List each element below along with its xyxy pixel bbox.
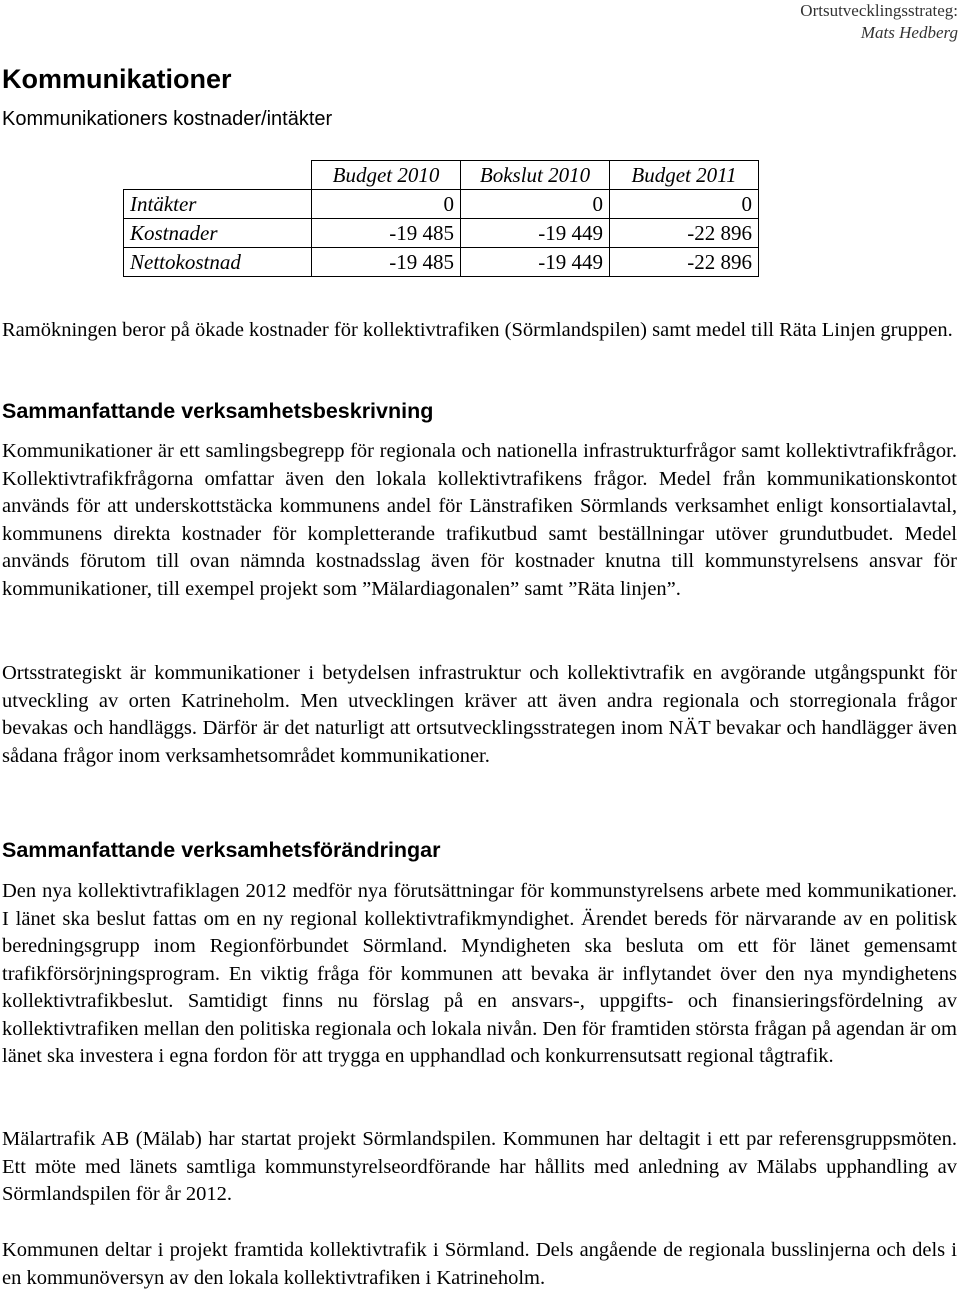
table-row xyxy=(124,248,759,277)
table-cell: -19 449 xyxy=(461,248,610,277)
table-cell: -19 449 xyxy=(461,219,610,248)
table-cell: -19 485 xyxy=(312,219,461,248)
table-cell: -22 896 xyxy=(610,219,759,248)
page-header xyxy=(800,0,958,44)
table-cell: -19 485 xyxy=(312,248,461,277)
row-label: Intäkter xyxy=(124,190,312,219)
column-header: Bokslut 2010 xyxy=(461,161,610,190)
table-cell: 0 xyxy=(312,190,461,219)
description-paragraph: Kommunikationer är ett samlingsbegrepp för regionala och nationella infrastrukturfrågor samt kollektivtrafikfrågor. Kollektivtrafikfrågorna omfattar även den lokala kollektivtrafikens frågor. Medel från kommunikationskontot används för att underskottstäcka kommunens andel för Länstrafiken Sörmlands verksamhet enligt konsortialavtal, kommunens direkta kostnader för kompletterande trafikutbud samt beställningar utöver grundutbudet. Medel används förutom till ovan nämnda kostnadsslag även för kostnader knutna till kommunstyrelsens ansvar för kommunikationer, till exempel projekt som ”Mälardiagonalen” samt ”Räta linjen”. xyxy=(2,440,957,600)
intro-paragraph: Ramökningen beror på ökade kostnader för kollektivtrafiken (Sörmlandspilen) samt medel till Räta Linjen gruppen. xyxy=(2,319,953,341)
row-label: Kostnader xyxy=(124,219,312,248)
changes-paragraph: Kommunen deltar i projekt framtida kollektivtrafik i Sörmland. Dels angående de regionala busslinjerna och dels i en kommunöversyn av den lokala kollektivtrafiken i Katrineholm. xyxy=(2,1239,957,1289)
changes-paragraph: Mälartrafik AB (Mälab) har startat projekt Sörmlandspilen. Kommunen har deltagit i ett par referensgruppsmöten. Ett möte med länets samtliga kommunstyrelseordförande har hållits med anledning av Mälabs upphandling av Sörmlandspilen för år 2012. xyxy=(2,1128,957,1205)
column-header: Budget 2010 xyxy=(312,161,461,190)
table-row xyxy=(124,190,759,219)
table-cell: 0 xyxy=(461,190,610,219)
section-heading-description: Sammanfattande verksamhetsbeskrivning xyxy=(2,399,434,423)
page-subtitle: Kommunikationers kostnader/intäkter xyxy=(2,108,333,130)
table-cell: -22 896 xyxy=(610,248,759,277)
table-row xyxy=(124,219,759,248)
table-corner xyxy=(124,161,312,190)
section-heading-changes: Sammanfattande verksamhetsförändringar xyxy=(2,838,441,862)
description-paragraph: Ortsstrategiskt är kommunikationer i betydelsen infrastruktur och kollektivtrafik en avgörande utgångspunkt för utveckling av orten Katrineholm. Men utvecklingen kräver att även andra regionala och storregionala frågor bevakas och handläggs. Därför är det naturligt att ortsutvecklingsstrategen inom NÄT bevakar och handlägger även sådana frågor inom verksamhetsområdet kommunikationer. xyxy=(2,662,957,767)
author-role: Ortsutvecklingsstrateg: xyxy=(800,1,958,20)
table-cell: 0 xyxy=(610,190,759,219)
budget-table xyxy=(123,160,759,277)
changes-paragraph: Den nya kollektivtrafiklagen 2012 medför nya förutsättningar för kommunstyrelsens arbete med kommunikationer. I länet ska beslut fattas om en ny regional kollektivtrafikmyndighet. Ärendet bereds för närvarande av en politisk beredningsgrupp inom Regionförbundet Sörmland. Myndigheten ska besluta om ett för länet gemensamt trafikförsörjningsprogram. En viktig fråga för kommunen att bevaka är inflytandet över den nya myndighetens kollektivtrafikbeslut. Samtidigt finns nu förslag på en ansvars-, uppgifts- och finansieringsfördelning av kollektivtrafiken mellan den politiska regionala och lokala nivån. Den för framtiden största frågan på agendan är om länet ska investera i egna fordon för att trygga en upphandlad och konkurrensutsatt regional tågtrafik. xyxy=(2,880,957,1067)
author-name: Mats Hedberg xyxy=(860,23,958,42)
row-label: Nettokostnad xyxy=(124,248,312,277)
table-header-row xyxy=(124,161,759,190)
column-header: Budget 2011 xyxy=(610,161,759,190)
page-title: Kommunikationer xyxy=(2,64,232,94)
